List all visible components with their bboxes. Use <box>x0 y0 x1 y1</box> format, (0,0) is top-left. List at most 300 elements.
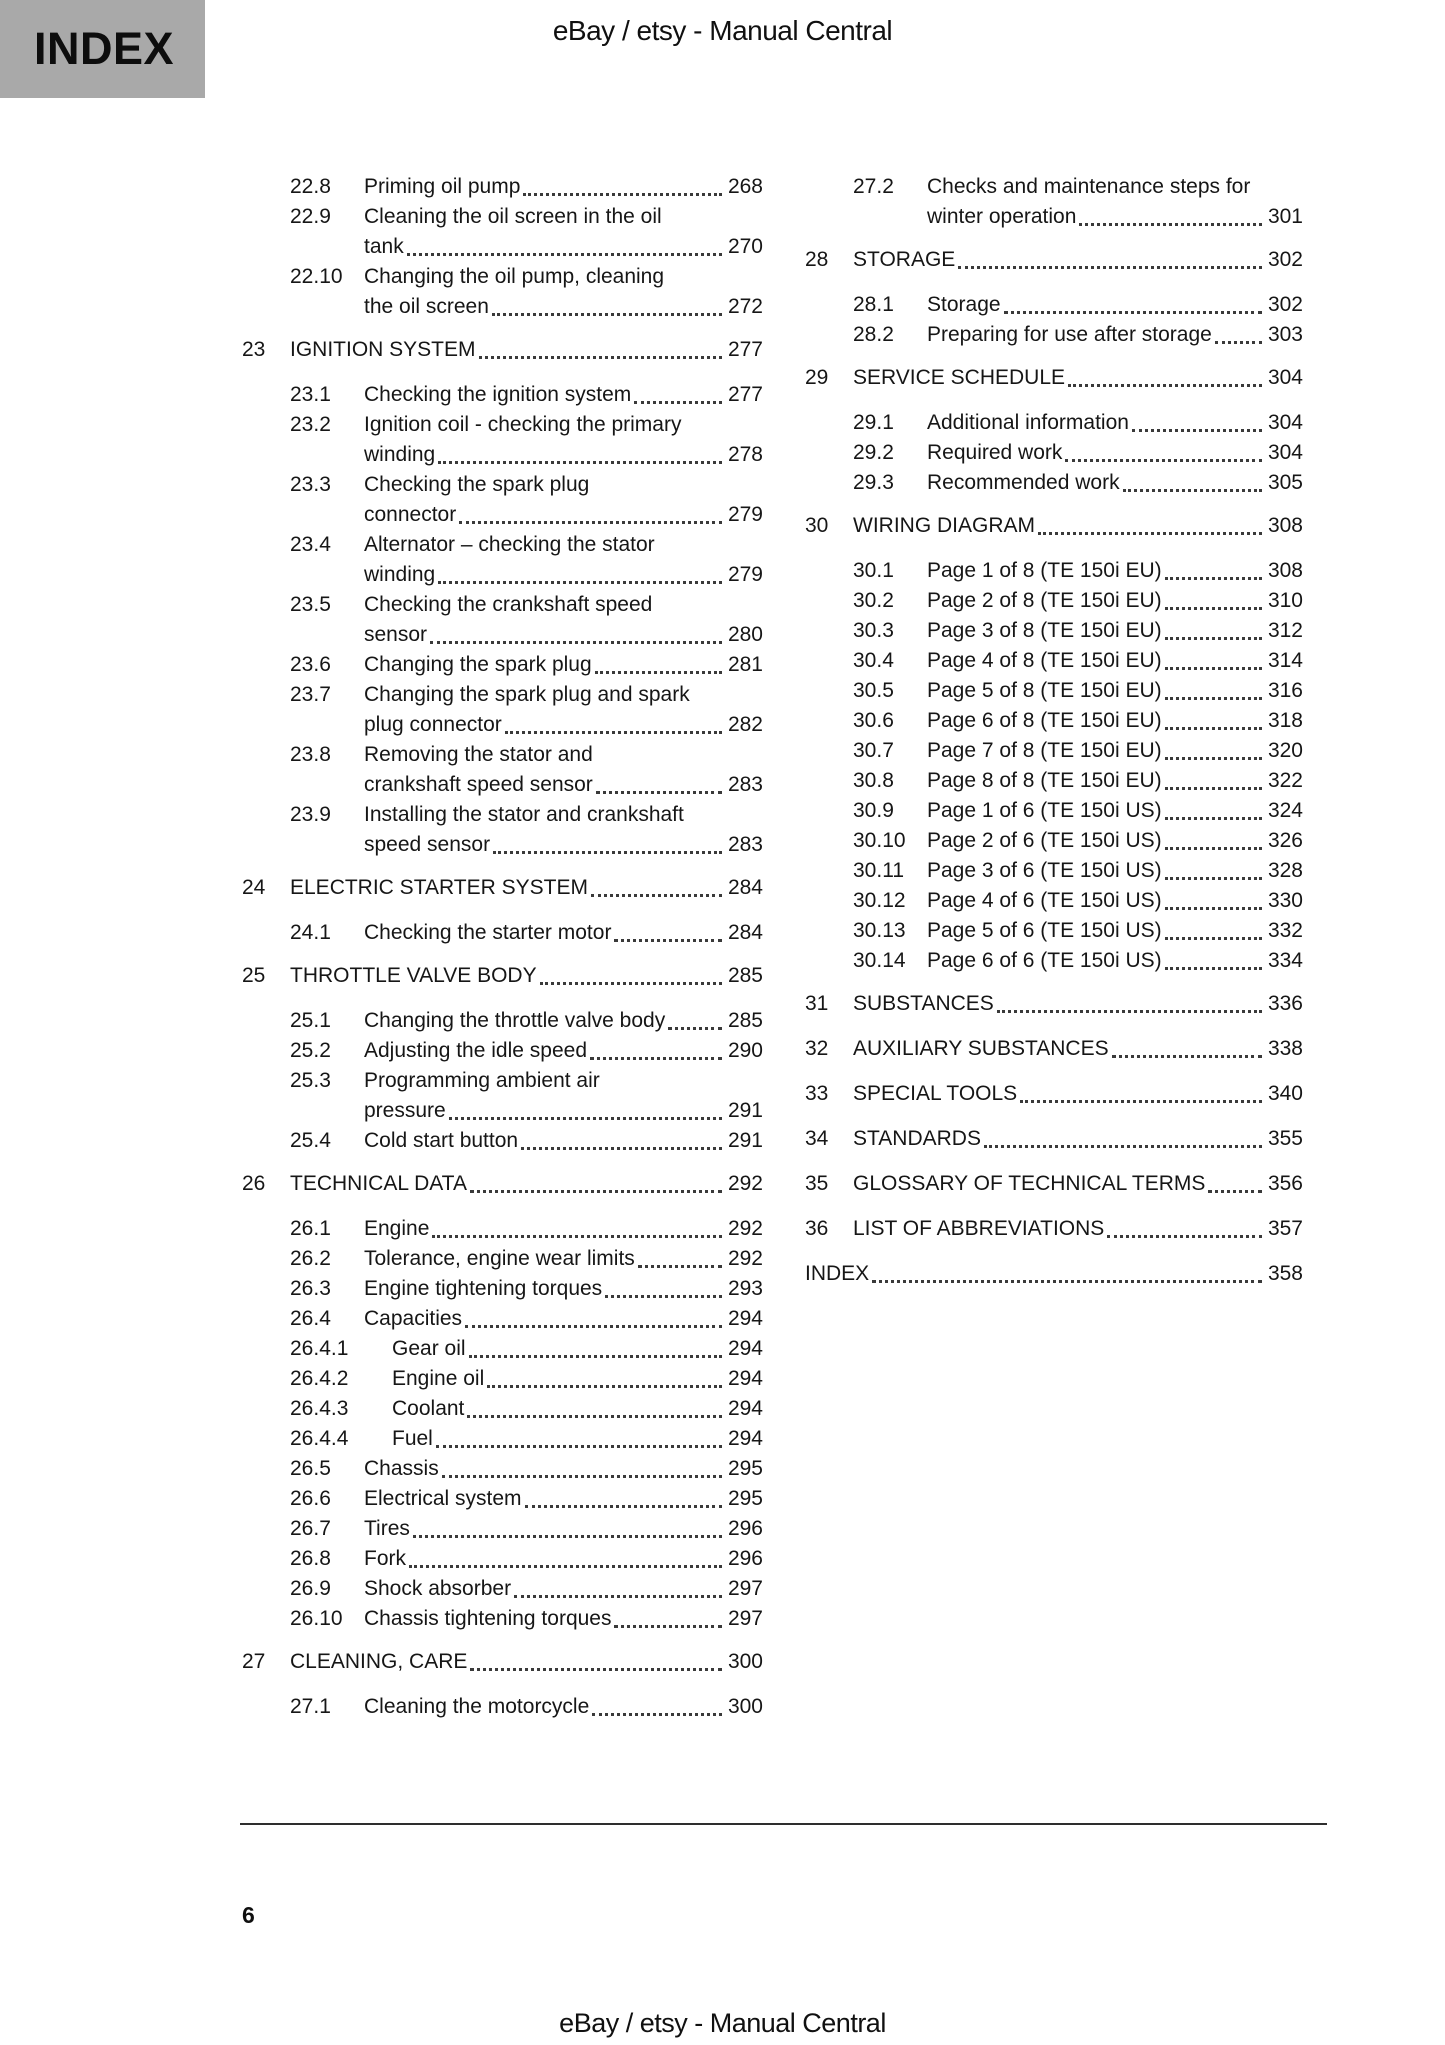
entry-title <box>364 1514 763 1544</box>
entry-last-line <box>927 438 1303 468</box>
toc-entry <box>242 335 763 365</box>
entry-last-line <box>927 320 1303 350</box>
entry-number: 33 <box>805 1082 829 1105</box>
dot-leader <box>487 1385 722 1388</box>
entry-title-line: Tolerance, engine wear limits <box>364 1247 635 1270</box>
entry-title <box>364 680 763 740</box>
entry-number: 29.3 <box>853 471 894 494</box>
entry-title <box>927 468 1303 498</box>
entry-number: 30.8 <box>853 769 894 792</box>
entry-title-line: plug connector <box>364 713 502 736</box>
entry-number: 23.7 <box>290 683 331 706</box>
entry-title <box>364 1126 763 1156</box>
entry-title <box>392 1394 763 1424</box>
toc-entry <box>805 856 1303 886</box>
entry-title-line: Capacities <box>364 1307 463 1330</box>
toc-entry <box>242 1364 763 1394</box>
dot-leader <box>997 1010 1262 1013</box>
dot-leader <box>1165 697 1262 700</box>
entry-title <box>927 320 1303 350</box>
entry-page: 300 <box>727 1650 763 1673</box>
toc-entry <box>805 438 1303 468</box>
toc-entry <box>242 680 763 740</box>
entry-title <box>927 916 1303 946</box>
entry-page: 312 <box>1267 619 1303 642</box>
entry-title-line: Cleaning the motorcycle <box>364 1695 590 1718</box>
dot-leader <box>470 1668 722 1671</box>
toc-entry <box>242 1066 763 1126</box>
entry-page: 340 <box>1267 1082 1303 1105</box>
entry-last-line <box>364 232 763 262</box>
toc-entry <box>242 1334 763 1364</box>
entry-number: 30.10 <box>853 829 906 852</box>
entry-title <box>805 1259 1303 1289</box>
entry-title <box>364 918 763 948</box>
entry-page: 285 <box>727 964 763 987</box>
entry-page: 272 <box>727 295 763 318</box>
toc-entry <box>805 826 1303 856</box>
entry-title <box>927 886 1303 916</box>
dot-leader <box>1165 667 1262 670</box>
entry-last-line <box>290 335 763 365</box>
entry-number: 35 <box>805 1172 829 1195</box>
entry-last-line <box>364 1692 763 1722</box>
entry-number: 25 <box>242 964 266 987</box>
entry-title-line: Additional information <box>927 411 1129 434</box>
dot-leader <box>1065 459 1262 462</box>
dot-leader <box>1112 1055 1262 1058</box>
entry-number: 26.4.3 <box>290 1397 349 1420</box>
toc-entry <box>242 1169 763 1199</box>
dot-leader <box>492 313 722 316</box>
entry-title <box>853 1124 1303 1154</box>
entry-last-line <box>853 245 1303 275</box>
entry-title <box>927 172 1303 232</box>
entry-title-line: INDEX <box>805 1262 870 1285</box>
entry-number: 30.5 <box>853 679 894 702</box>
toc-entry <box>805 1034 1303 1064</box>
dot-leader <box>1165 937 1262 940</box>
entry-title-line: crankshaft speed sensor <box>364 773 593 796</box>
entry-last-line <box>927 826 1303 856</box>
toc-entry <box>805 363 1303 393</box>
entry-title-line: Gear oil <box>392 1337 466 1360</box>
entry-number: 23.2 <box>290 413 331 436</box>
entry-title <box>853 989 1303 1019</box>
entry-title <box>364 1274 763 1304</box>
dot-leader <box>1038 532 1262 535</box>
toc-entry <box>242 1214 763 1244</box>
entry-number: 22.10 <box>290 265 343 288</box>
dot-leader <box>591 894 722 897</box>
toc-entry <box>242 1544 763 1574</box>
toc-entry <box>805 1169 1303 1199</box>
entry-last-line <box>364 1544 763 1574</box>
entry-title-line: Page 3 of 8 (TE 150i EU) <box>927 619 1162 642</box>
toc-right-column <box>805 172 1303 1304</box>
entry-number: 26 <box>242 1172 266 1195</box>
entry-title-line: Page 2 of 6 (TE 150i US) <box>927 829 1162 852</box>
toc-entry <box>805 1214 1303 1244</box>
entry-title <box>364 410 763 470</box>
entry-title <box>364 740 763 800</box>
dot-leader <box>1165 817 1262 820</box>
entry-last-line <box>927 946 1303 976</box>
entry-title-line: ELECTRIC STARTER SYSTEM <box>290 876 588 899</box>
dot-leader <box>523 193 722 196</box>
entry-last-line <box>853 1034 1303 1064</box>
dot-leader <box>634 401 722 404</box>
toc-entry <box>242 1484 763 1514</box>
dot-leader <box>590 1057 722 1060</box>
entry-last-line <box>927 408 1303 438</box>
entry-title-line: winter operation <box>927 205 1077 228</box>
dot-leader <box>493 851 722 854</box>
entry-title <box>853 245 1303 275</box>
dot-leader <box>514 1595 722 1598</box>
entry-last-line <box>364 1244 763 1274</box>
toc-entry <box>242 1424 763 1454</box>
entry-title-line: Programming ambient air <box>364 1069 600 1092</box>
entry-title-line: winding <box>364 563 436 586</box>
toc-entry <box>805 706 1303 736</box>
entry-page: 358 <box>1267 1262 1303 1285</box>
entry-number: 25.1 <box>290 1009 331 1032</box>
dot-leader <box>540 982 722 985</box>
dot-leader <box>449 1117 722 1120</box>
entry-title <box>364 262 763 322</box>
entry-page: 338 <box>1267 1037 1303 1060</box>
dot-leader <box>469 1355 722 1358</box>
entry-title-line: Checks and maintenance steps for <box>927 175 1251 198</box>
entry-number: 24 <box>242 876 266 899</box>
entry-title <box>290 1169 763 1199</box>
entry-number: 30.9 <box>853 799 894 822</box>
entry-title-line: Page 5 of 6 (TE 150i US) <box>927 919 1162 942</box>
entry-page: 283 <box>727 833 763 856</box>
entry-title <box>364 1574 763 1604</box>
entry-page: 277 <box>727 383 763 406</box>
entry-page: 292 <box>727 1247 763 1270</box>
dot-leader <box>605 1295 722 1298</box>
entry-title <box>364 590 763 650</box>
entry-title <box>364 1304 763 1334</box>
entry-page: 357 <box>1267 1217 1303 1240</box>
dot-leader <box>1020 1100 1262 1103</box>
entry-title-line: Changing the spark plug and spark <box>364 683 690 706</box>
entry-title-line: Priming oil pump <box>364 175 521 198</box>
entry-last-line <box>853 989 1303 1019</box>
entry-number: 26.7 <box>290 1517 331 1540</box>
entry-title-line: Page 6 of 6 (TE 150i US) <box>927 949 1162 972</box>
entry-title <box>392 1424 763 1454</box>
entry-number: 23.4 <box>290 533 331 556</box>
entry-title-line: SUBSTANCES <box>853 992 994 1015</box>
toc-entry <box>242 470 763 530</box>
entry-title-line: STANDARDS <box>853 1127 981 1150</box>
entry-number: 30.4 <box>853 649 894 672</box>
entry-number: 22.9 <box>290 205 331 228</box>
entry-number: 29.2 <box>853 441 894 464</box>
entry-page: 294 <box>727 1427 763 1450</box>
dot-leader <box>525 1505 722 1508</box>
entry-number: 26.4.4 <box>290 1427 349 1450</box>
entry-title-line: Page 1 of 6 (TE 150i US) <box>927 799 1162 822</box>
entry-number: 26.8 <box>290 1547 331 1570</box>
entry-page: 328 <box>1267 859 1303 882</box>
entry-title <box>364 172 763 202</box>
entry-last-line <box>927 766 1303 796</box>
footer-title: eBay / etsy - Manual Central <box>559 2008 886 2038</box>
entry-title <box>364 1544 763 1574</box>
entry-title-line: Ignition coil - checking the primary <box>364 413 682 436</box>
entry-last-line <box>853 1169 1303 1199</box>
entry-page: 292 <box>727 1172 763 1195</box>
entry-page: 304 <box>1267 411 1303 434</box>
entry-page: 296 <box>727 1517 763 1540</box>
entry-page: 282 <box>727 713 763 736</box>
footer-rule <box>240 1823 1327 1825</box>
entry-title-line: speed sensor <box>364 833 491 856</box>
entry-number: 25.3 <box>290 1069 331 1092</box>
entry-last-line <box>364 1036 763 1066</box>
entry-number: 30.11 <box>853 859 904 882</box>
toc-entry <box>805 1079 1303 1109</box>
entry-last-line <box>364 292 763 322</box>
entry-last-line <box>392 1394 763 1424</box>
entry-last-line <box>927 796 1303 826</box>
entry-last-line <box>392 1334 763 1364</box>
entry-title-line: Required work <box>927 441 1063 464</box>
dot-leader <box>1004 311 1262 314</box>
entry-page: 355 <box>1267 1127 1303 1150</box>
entry-title <box>364 1244 763 1274</box>
toc-entry <box>242 740 763 800</box>
dot-leader <box>1165 787 1262 790</box>
toc-entry <box>805 766 1303 796</box>
entry-page: 279 <box>727 563 763 586</box>
toc-entry <box>242 410 763 470</box>
toc-entry <box>242 1006 763 1036</box>
dot-leader <box>1132 429 1262 432</box>
toc-entry <box>242 1244 763 1274</box>
entry-last-line <box>853 363 1303 393</box>
entry-last-line <box>364 650 763 680</box>
entry-title <box>364 1484 763 1514</box>
entry-title-line: Installing the stator and crankshaft <box>364 803 684 826</box>
entry-title <box>927 556 1303 586</box>
entry-last-line <box>364 500 763 530</box>
entry-title <box>364 530 763 590</box>
entry-number: 26.10 <box>290 1607 343 1630</box>
entry-last-line <box>805 1259 1303 1289</box>
dot-leader <box>1165 637 1262 640</box>
entry-page: 284 <box>727 921 763 944</box>
entry-number: 26.6 <box>290 1487 331 1510</box>
entry-page: 292 <box>727 1217 763 1240</box>
entry-last-line <box>927 706 1303 736</box>
toc-entry <box>242 1394 763 1424</box>
entry-title <box>927 796 1303 826</box>
toc-entry <box>805 989 1303 1019</box>
entry-title-line: Alternator – checking the stator <box>364 533 655 556</box>
entry-last-line <box>364 1454 763 1484</box>
entry-last-line <box>364 1304 763 1334</box>
entry-last-line <box>927 676 1303 706</box>
toc-entry <box>242 172 763 202</box>
entry-page: 301 <box>1267 205 1303 228</box>
toc-entry <box>242 530 763 590</box>
entry-last-line <box>364 620 763 650</box>
dot-leader <box>505 731 722 734</box>
entry-title-line: LIST OF ABBREVIATIONS <box>853 1217 1105 1240</box>
entry-title <box>927 290 1303 320</box>
entry-page: 300 <box>727 1695 763 1718</box>
entry-number: 31 <box>805 992 829 1015</box>
dot-leader <box>592 1713 722 1716</box>
entry-number: 27.1 <box>290 1695 331 1718</box>
entry-number: 26.4.2 <box>290 1367 349 1390</box>
entry-number: 27 <box>242 1650 266 1673</box>
entry-page: 330 <box>1267 889 1303 912</box>
entry-number: 23 <box>242 338 266 361</box>
entry-title-line: Checking the spark plug <box>364 473 590 496</box>
entry-number: 23.9 <box>290 803 331 826</box>
entry-title <box>927 676 1303 706</box>
entry-page: 295 <box>727 1457 763 1480</box>
toc-entry <box>242 1574 763 1604</box>
toc-entry <box>242 1604 763 1634</box>
entry-title-line: Page 1 of 8 (TE 150i EU) <box>927 559 1162 582</box>
entry-page: 322 <box>1267 769 1303 792</box>
entry-number: 26.2 <box>290 1247 331 1270</box>
entry-number: 30.6 <box>853 709 894 732</box>
entry-last-line <box>364 1214 763 1244</box>
entry-last-line <box>853 511 1303 541</box>
entry-page: 308 <box>1267 514 1303 537</box>
entry-page: 291 <box>727 1099 763 1122</box>
entry-last-line <box>927 202 1303 232</box>
entry-title-line: Page 8 of 8 (TE 150i EU) <box>927 769 1162 792</box>
entry-number: 25.4 <box>290 1129 331 1152</box>
entry-title-line: Page 4 of 8 (TE 150i EU) <box>927 649 1162 672</box>
entry-last-line <box>853 1079 1303 1109</box>
toc-entry <box>805 676 1303 706</box>
entry-title-line: Electrical system <box>364 1487 522 1510</box>
toc-entry <box>805 646 1303 676</box>
toc-entry <box>242 961 763 991</box>
dot-leader <box>958 266 1262 269</box>
toc-entry <box>242 262 763 322</box>
entry-page: 304 <box>1267 366 1303 389</box>
entry-title-line: winding <box>364 443 436 466</box>
entry-title <box>392 1334 763 1364</box>
entry-last-line <box>364 1006 763 1036</box>
entry-last-line <box>927 586 1303 616</box>
entry-title-line: Adjusting the idle speed <box>364 1039 587 1062</box>
entry-title-line: Page 6 of 8 (TE 150i EU) <box>927 709 1162 732</box>
entry-number: 26.4 <box>290 1307 331 1330</box>
entry-title-line: the oil screen <box>364 295 489 318</box>
entry-title-line: IGNITION SYSTEM <box>290 338 476 361</box>
entry-number: 26.9 <box>290 1577 331 1600</box>
entry-title <box>364 1454 763 1484</box>
entry-title-line: Coolant <box>392 1397 465 1420</box>
dot-leader <box>413 1535 722 1538</box>
entry-last-line <box>364 1126 763 1156</box>
dot-leader <box>438 461 722 464</box>
entry-title-line: WIRING DIAGRAM <box>853 514 1035 537</box>
toc-entry <box>242 1692 763 1722</box>
entry-title <box>290 873 763 903</box>
dot-leader <box>1215 341 1262 344</box>
entry-number: 23.6 <box>290 653 331 676</box>
entry-last-line <box>392 1364 763 1394</box>
entry-number: 23.3 <box>290 473 331 496</box>
entry-title-line: THROTTLE VALVE BODY <box>290 964 537 987</box>
toc-entry <box>805 172 1303 232</box>
entry-number: 22.8 <box>290 175 331 198</box>
entry-page: 295 <box>727 1487 763 1510</box>
entry-page: 302 <box>1267 293 1303 316</box>
dot-leader <box>432 1235 722 1238</box>
entry-title <box>927 826 1303 856</box>
entry-title-line: Removing the stator and <box>364 743 593 766</box>
entry-last-line <box>364 918 763 948</box>
entry-title-line: Page 2 of 8 (TE 150i EU) <box>927 589 1162 612</box>
toc-entry <box>805 616 1303 646</box>
entry-title <box>853 1034 1303 1064</box>
dot-leader <box>668 1027 722 1030</box>
dot-leader <box>1165 967 1262 970</box>
toc-entry <box>242 1514 763 1544</box>
entry-last-line <box>927 736 1303 766</box>
dot-leader <box>872 1280 1262 1283</box>
entry-title-line: Page 7 of 8 (TE 150i EU) <box>927 739 1162 762</box>
entry-last-line <box>364 1274 763 1304</box>
dot-leader <box>442 1475 722 1478</box>
toc-entry <box>805 245 1303 275</box>
entry-page: 294 <box>727 1307 763 1330</box>
dot-leader <box>479 356 722 359</box>
toc-entry <box>805 796 1303 826</box>
entry-title <box>927 646 1303 676</box>
entry-number: 36 <box>805 1217 829 1240</box>
toc-entry <box>805 290 1303 320</box>
dot-leader <box>1208 1190 1262 1193</box>
entry-page: 290 <box>727 1039 763 1062</box>
entry-title <box>364 380 763 410</box>
dot-leader <box>438 581 722 584</box>
entry-number: 23.5 <box>290 593 331 616</box>
dot-leader <box>1123 489 1262 492</box>
entry-page: 324 <box>1267 799 1303 822</box>
entry-page: 308 <box>1267 559 1303 582</box>
entry-last-line <box>290 1647 763 1677</box>
dot-leader <box>465 1325 722 1328</box>
dot-leader <box>409 1565 722 1568</box>
entry-last-line <box>364 172 763 202</box>
dot-leader <box>595 671 722 674</box>
dot-leader <box>1165 607 1262 610</box>
entry-page: 316 <box>1267 679 1303 702</box>
toc-left-column <box>242 172 763 1722</box>
dot-leader <box>1079 223 1262 226</box>
entry-title <box>853 511 1303 541</box>
dot-leader <box>407 253 722 256</box>
entry-title <box>927 766 1303 796</box>
entry-title-line: Engine tightening torques <box>364 1277 603 1300</box>
